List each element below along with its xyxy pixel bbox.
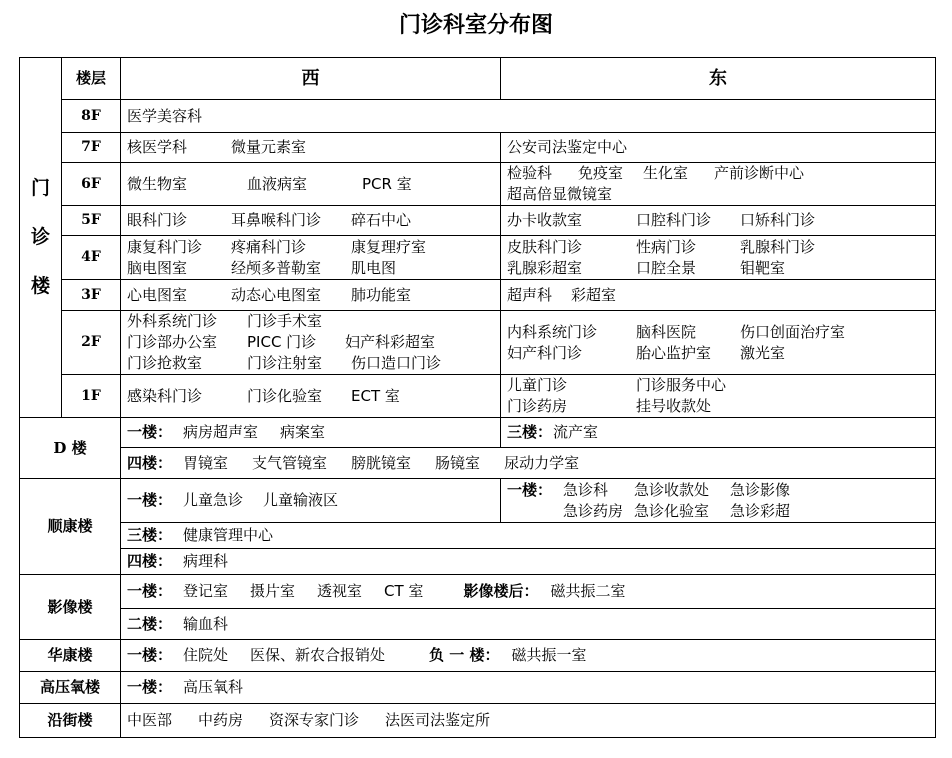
dept-item: 门诊药房	[507, 397, 568, 415]
cell-line	[507, 237, 935, 258]
cell-line	[127, 174, 500, 195]
cell-line	[127, 237, 500, 258]
cell-line	[507, 210, 935, 231]
cell-line	[127, 422, 500, 443]
cell-line	[127, 258, 500, 279]
dept-item: 微生物室	[127, 174, 188, 193]
dept-item: 登记室	[183, 582, 229, 600]
huakang-building-name: 华康楼	[20, 640, 121, 672]
d-building-first-floor	[121, 418, 501, 448]
dept-item: 检验科	[507, 164, 553, 182]
d-building-third-floor	[501, 418, 936, 448]
dept-item: 微量元素室	[231, 138, 307, 156]
dept-item: 门诊注射室	[247, 354, 323, 372]
cell-line	[507, 285, 935, 306]
dept-item: 经颅多普勒室	[231, 258, 322, 277]
table-body	[20, 58, 936, 738]
west-departments	[121, 133, 501, 163]
dept-item: 疼痛科门诊	[231, 237, 307, 256]
dept-item: 妇产科门诊	[507, 343, 583, 362]
floor-label: 影像楼后：	[463, 582, 539, 600]
dept-item: 口腔全景	[636, 258, 697, 277]
street-building-name: 沿街楼	[20, 704, 121, 738]
cell-line	[127, 581, 935, 602]
d-building-row-1	[20, 418, 936, 448]
floor-label-3f: 3F	[62, 280, 121, 311]
dept-item: 妇产科彩超室	[345, 333, 436, 351]
dept-item: 办卡收款室	[507, 211, 583, 229]
d-building-name: D 楼	[20, 418, 121, 479]
floor-row-1f	[20, 375, 936, 418]
shunkang-first-floor-east	[501, 479, 936, 523]
dept-item: 彩超室	[571, 285, 617, 304]
floor-label-2f: 2F	[62, 311, 121, 375]
header-row	[20, 58, 936, 100]
dept-item: 乳腺彩超室	[507, 258, 583, 277]
dept-item: 肺功能室	[351, 285, 412, 304]
dept-item: 感染科门诊	[127, 386, 203, 405]
floor-label: 一楼：	[127, 582, 173, 600]
dept-item: ECT 室	[351, 386, 400, 405]
dept-item: 内科系统门诊	[507, 322, 598, 341]
cell-line	[127, 453, 935, 474]
floor-label-4f: 4F	[62, 236, 121, 280]
dept-item: 肌电图	[351, 258, 397, 277]
dept-item: 透视室	[317, 582, 363, 600]
dept-item: 伤口造口门诊	[351, 354, 442, 372]
cell-line	[507, 184, 935, 205]
west-departments	[121, 206, 501, 236]
shunkang-row-2	[20, 523, 936, 549]
dept-item: 外科系统门诊	[127, 312, 218, 330]
cell-line	[127, 645, 935, 666]
cell-line	[127, 490, 500, 511]
dept-item: 健康管理中心	[183, 526, 274, 544]
dept-item: 动态心电图室	[231, 285, 322, 304]
imaging-building-name: 影像楼	[20, 575, 121, 640]
d-building-row-2	[20, 448, 936, 479]
east-departments	[501, 375, 936, 418]
dept-item: PCR 室	[362, 174, 412, 193]
dept-item: 公安司法鉴定中心	[507, 138, 628, 156]
cell-line	[507, 322, 935, 343]
cell-line	[127, 210, 500, 231]
hyperbaric-row	[20, 672, 936, 704]
dept-item: 康复科门诊	[127, 237, 203, 256]
floor-label-1f: 1F	[62, 375, 121, 418]
street-row	[20, 704, 936, 738]
floor-row-2f	[20, 311, 936, 375]
dept-item: 医保、新农合报销处	[250, 646, 386, 664]
cell-line	[127, 311, 500, 332]
dept-item: 性病门诊	[636, 237, 697, 256]
dept-item: 口腔科门诊	[636, 211, 712, 229]
dept-item: 儿童门诊	[507, 376, 568, 394]
dept-item: 口矫科门诊	[740, 211, 816, 229]
dept-item: 心电图室	[127, 285, 188, 304]
floor-label: 一楼：	[507, 481, 553, 499]
floor-label: 一楼：	[127, 646, 173, 664]
dept-item: 血液病室	[247, 174, 308, 193]
dept-item: 伤口创面治疗室	[740, 322, 846, 341]
dept-item: 急诊彩超	[730, 502, 791, 520]
floor-label: 三楼：	[507, 423, 553, 441]
floor-label: 二楼：	[127, 614, 173, 633]
cell-line	[507, 343, 935, 364]
dept-item: 挂号收款处	[636, 397, 712, 415]
dept-item: 摄片室	[250, 582, 296, 600]
clinic-building-label	[20, 58, 62, 418]
east-departments	[501, 163, 936, 206]
floor-row-3f	[20, 280, 936, 311]
dept-item: 门诊部办公室	[127, 333, 218, 351]
cell-line	[127, 106, 935, 127]
dept-item: 病案室	[280, 423, 326, 441]
shunkang-first-floor-west	[121, 479, 501, 523]
cell-line	[127, 332, 500, 353]
cell-line	[127, 710, 935, 731]
dept-item: 磁共振二室	[550, 582, 626, 600]
dept-item: 资深专家门诊	[269, 711, 360, 729]
floor-row-5f	[20, 206, 936, 236]
clinic-building-char: 楼	[30, 275, 50, 297]
d-building-fourth-floor	[121, 448, 936, 479]
floor-label: 四楼：	[127, 552, 173, 570]
shunkang-building-name: 顺康楼	[20, 479, 121, 575]
cell-line	[127, 285, 500, 306]
dept-item: 乳腺科门诊	[740, 237, 816, 256]
department-table	[19, 57, 936, 738]
dept-item: 门诊化验室	[247, 386, 323, 405]
dept-item: 眼科门诊	[127, 211, 188, 229]
imaging-first-floor	[121, 575, 936, 609]
floor-label-5f: 5F	[62, 206, 121, 236]
east-departments	[501, 133, 936, 163]
cell-line	[507, 396, 935, 417]
cell-line	[127, 614, 935, 635]
dept-item: 流产室	[553, 423, 599, 441]
dept-item: 超高倍显微镜室	[507, 185, 613, 203]
dept-item: PICC 门诊	[247, 333, 317, 351]
west-departments	[121, 236, 501, 280]
dept-item: 康复理疗室	[351, 237, 427, 256]
floor-row-6f	[20, 163, 936, 206]
header-floor: 楼层	[62, 58, 121, 100]
huakang-row	[20, 640, 936, 672]
east-departments	[501, 280, 936, 311]
imaging-second-floor	[121, 609, 936, 640]
dept-item: 激光室	[740, 343, 786, 362]
dept-item: 法医司法鉴定所	[385, 711, 491, 729]
shunkang-third-floor	[121, 523, 936, 549]
cell-line	[507, 375, 935, 396]
dept-item: 病理科	[183, 552, 229, 570]
imaging-row-1	[20, 575, 936, 609]
west-departments	[121, 163, 501, 206]
cell-line	[127, 525, 935, 546]
header-west: 西	[121, 58, 501, 100]
cell-line	[507, 480, 935, 501]
cell-line	[507, 163, 935, 184]
dept-item: 急诊收款处	[634, 481, 710, 499]
dept-item: 急诊科	[563, 481, 609, 499]
dept-item: 脑电图室	[127, 258, 188, 277]
cell-line	[127, 677, 935, 698]
cell-line	[507, 422, 935, 443]
cell-line	[507, 258, 935, 279]
dept-item: 急诊影像	[730, 481, 791, 499]
dept-item: CT 室	[384, 582, 424, 600]
dept-item: 门诊抢救室	[127, 354, 203, 372]
west-departments	[121, 311, 501, 375]
hyperbaric-building-name: 高压氧楼	[20, 672, 121, 704]
dept-item: 胃镜室	[183, 453, 229, 472]
dept-item: 门诊服务中心	[636, 376, 727, 394]
dept-item: 膀胱镜室	[351, 453, 412, 472]
dept-item: 生化室	[643, 164, 689, 182]
dept-item: 门诊手术室	[247, 312, 323, 330]
floor-label: 负 一 楼：	[429, 646, 500, 664]
floor-label-7f: 7F	[62, 133, 121, 163]
cell-line	[507, 501, 935, 522]
east-departments	[501, 311, 936, 375]
clinic-building-char: 门	[30, 177, 50, 199]
west-departments	[121, 375, 501, 418]
dept-item: 核医学科	[127, 138, 188, 156]
dept-item: 支气管镜室	[252, 453, 328, 472]
dept-item: 中药房	[198, 711, 244, 729]
clinic-building-name	[20, 178, 61, 297]
east-departments	[501, 236, 936, 280]
dept-item: 超声科	[507, 285, 553, 304]
shunkang-fourth-floor	[121, 549, 936, 575]
huakang-floors	[121, 640, 936, 672]
cell-line	[507, 137, 935, 158]
dept-item: 急诊药房	[563, 502, 624, 520]
cell-line	[127, 551, 935, 572]
hyperbaric-first-floor	[121, 672, 936, 704]
shunkang-row-1	[20, 479, 936, 523]
floor-label: 一楼：	[127, 678, 173, 696]
dept-item: 病房超声室	[183, 423, 259, 441]
clinic-building-char: 诊	[30, 226, 50, 248]
header-east: 东	[501, 58, 936, 100]
dept-item: 急诊化验室	[634, 502, 710, 520]
west-departments	[121, 280, 501, 311]
floor-label-8f: 8F	[62, 100, 121, 133]
shunkang-row-3	[20, 549, 936, 575]
floor-row-4f	[20, 236, 936, 280]
imaging-row-2	[20, 609, 936, 640]
dept-item: 产前诊断中心	[714, 164, 805, 182]
dept-item: 中医部	[127, 711, 173, 729]
page-title: 门诊科室分布图	[398, 13, 553, 38]
dept-item: 输血科	[183, 614, 229, 633]
dept-item: 胎心监护室	[636, 343, 712, 362]
dept-item: 肠镜室	[435, 453, 481, 472]
floor-label: 一楼：	[127, 491, 173, 509]
floor-row-7f	[20, 133, 936, 163]
dept-item: 尿动力学室	[504, 453, 580, 472]
floor-row-8f	[20, 100, 936, 133]
dept-item: 脑科医院	[636, 322, 697, 341]
dept-item: 儿童输液区	[263, 491, 339, 509]
dept-item: 医学美容科	[127, 106, 203, 125]
dept-item: 皮肤科门诊	[507, 237, 583, 256]
dept-item: 高压氧科	[183, 678, 244, 696]
dept-item: 碎石中心	[351, 211, 412, 229]
cell-line	[127, 353, 500, 374]
street-departments	[121, 704, 936, 738]
east-departments	[501, 206, 936, 236]
floor-label: 一楼：	[127, 423, 173, 441]
dept-item: 免疫室	[578, 164, 624, 182]
dept-item: 耳鼻喉科门诊	[231, 211, 322, 229]
dept-item: 钼靶室	[740, 258, 786, 277]
cell-line	[127, 137, 500, 158]
dept-item: 住院处	[183, 646, 229, 664]
dept-item: 儿童急诊	[183, 491, 244, 509]
floor-label: 三楼：	[127, 526, 173, 544]
dept-item: 磁共振一室	[511, 646, 587, 664]
floor-label: 四楼：	[127, 453, 173, 472]
cell-line	[127, 386, 500, 407]
floor-label-6f: 6F	[62, 163, 121, 206]
floor-departments	[121, 100, 936, 133]
